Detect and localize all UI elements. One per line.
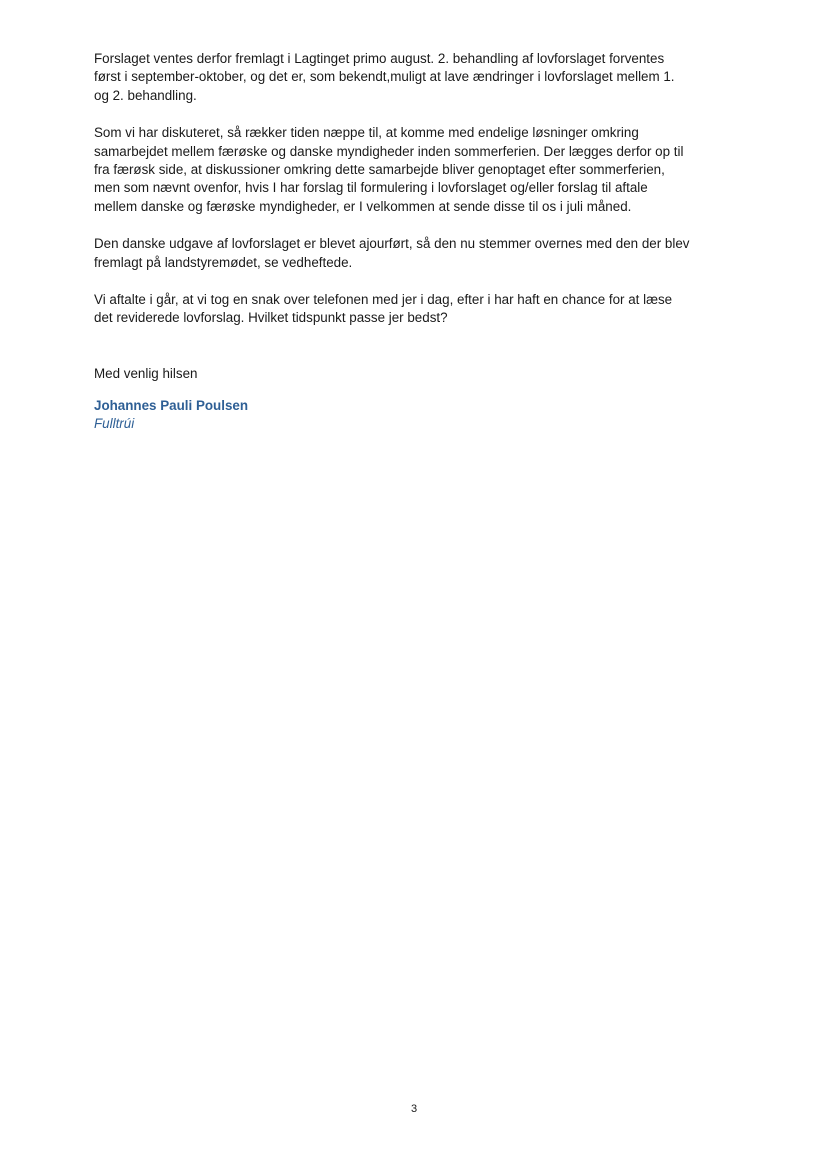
paragraph-line: Den danske udgave af lovforslaget er blevet ajourført, så den nu stemmer overnes med den der blev <box>94 236 690 252</box>
paragraph-line: mellem danske og færøske myndigheder, er I velkommen at sende disse til os i juli måned. <box>94 198 632 214</box>
paragraph-line: det reviderede lovforslag. Hvilket tidspunkt passe jer bedst? <box>94 310 448 326</box>
closing-salutation: Med venlig hilsen <box>94 365 198 381</box>
paragraph-1 <box>94 50 734 105</box>
paragraph-line: men som nævnt ovenfor, hvis I har forslag til formulering i lovforslaget og/eller forslag til aftale <box>94 180 648 196</box>
paragraph-line: samarbejdet mellem færøske og danske myndigheder inden sommerferien. Der lægges derfor op til <box>94 143 684 159</box>
paragraph-line: og 2. behandling. <box>94 87 197 103</box>
paragraph-line: fra færøsk side, at diskussioner omkring dette samarbejde bliver genoptaget efter sommerferien, <box>94 162 665 178</box>
paragraph-line: først i september-oktober, og det er, som bekendt,muligt at lave ændringer i lovforslaget mellem 1. <box>94 69 675 85</box>
signature-name: Johannes Pauli Poulsen <box>94 398 249 414</box>
signature-title: Fulltrúi <box>94 416 135 432</box>
paragraph-2 <box>94 124 734 216</box>
paragraph-line: Vi aftalte i går, at vi tog en snak over telefonen med jer i dag, efter i har haft en chance for at læse <box>94 292 673 308</box>
paragraph-line: Som vi har diskuteret, så rækker tiden næppe til, at komme med endelige løsninger omkring <box>94 125 639 141</box>
page-number: 3 <box>410 1103 418 1115</box>
paragraph-line: Forslaget ventes derfor fremlagt i Lagtinget primo august. 2. behandling af lovforslaget forventes <box>94 51 665 66</box>
paragraph-4 <box>94 291 734 328</box>
paragraph-3 <box>94 235 734 272</box>
paragraph-line: fremlagt på landstyremødet, se vedheftede. <box>94 254 353 270</box>
document-page <box>94 50 734 433</box>
